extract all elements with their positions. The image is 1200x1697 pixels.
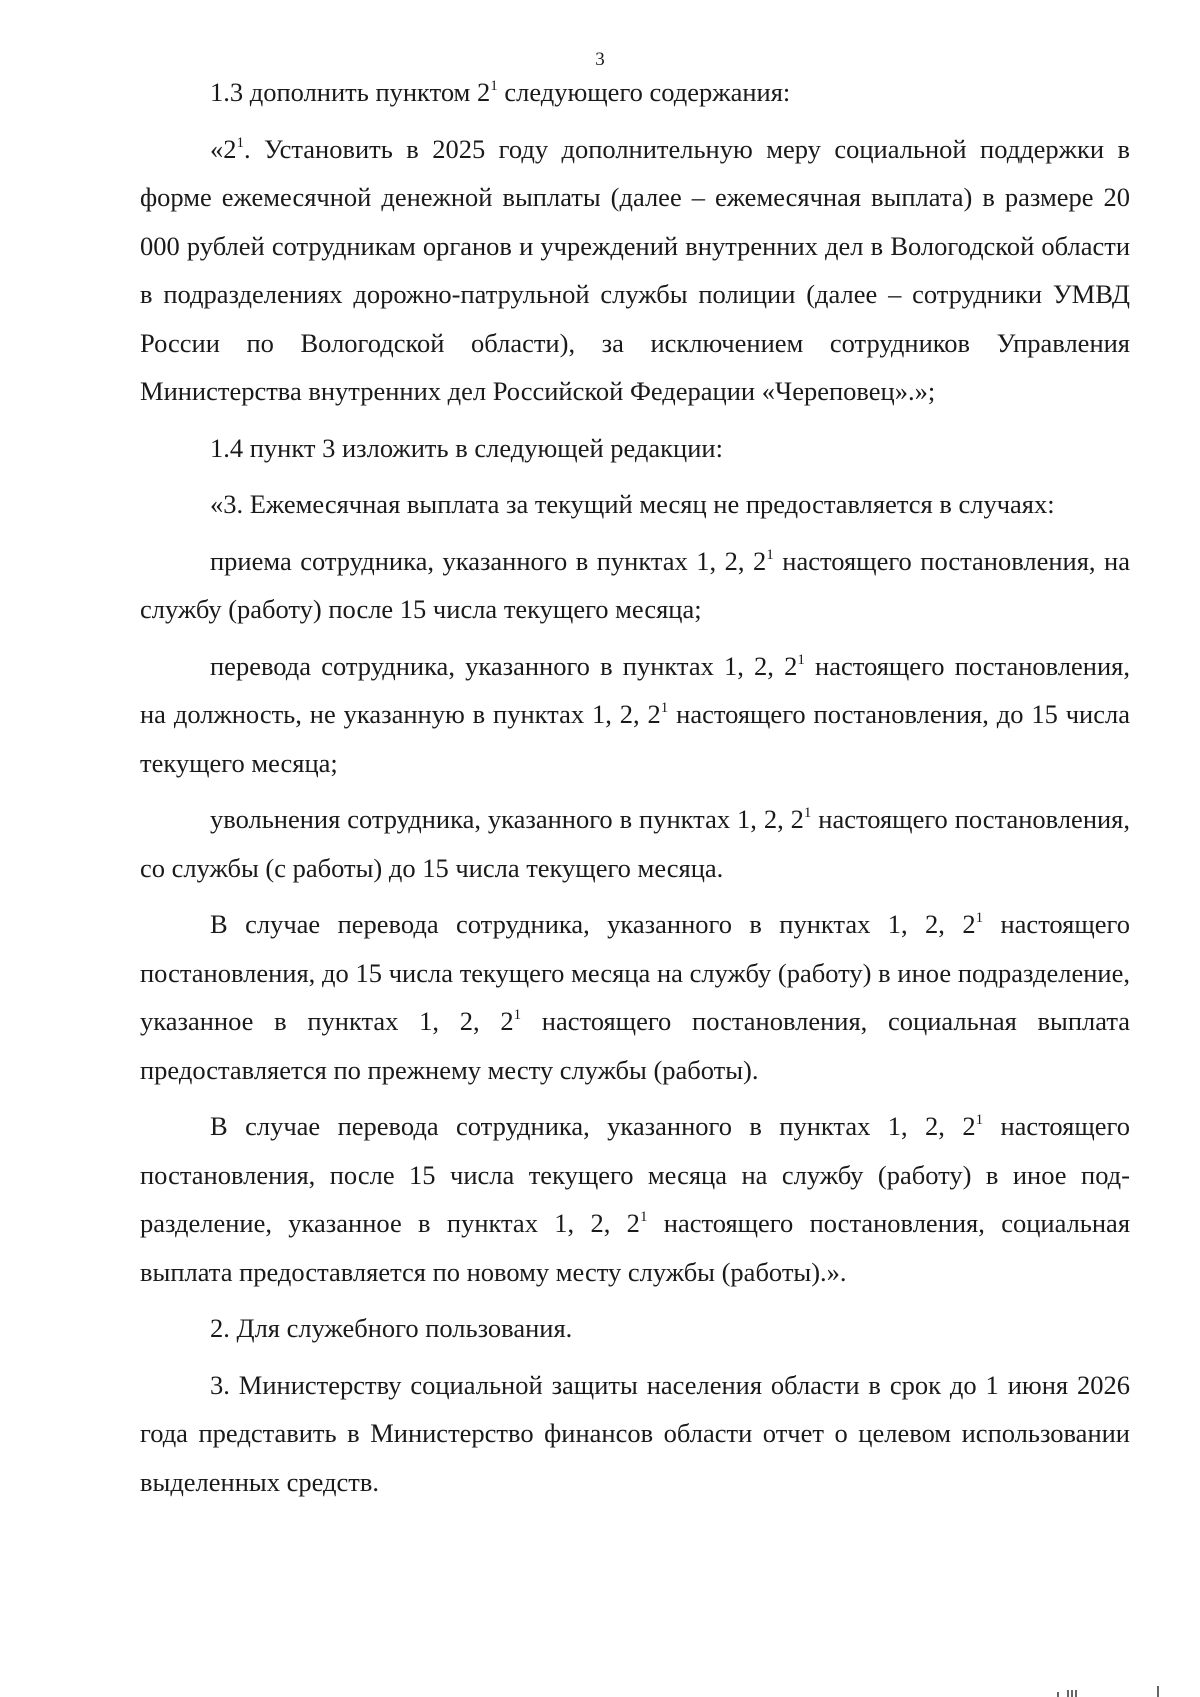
text-run: . Установить в 2025 году дополнительную меру социальной поддержки в форме ежемесячной денежной выплаты (далее – ежемесячная выплата) в размере 20 000 рублей сотрудникам органов и учреждений внутренних дел в Вологодской области в подразделениях дорожно-патрульной службы полиции (далее – сотрудники УМВД России по Вологодской области), за исключением сотрудников Управления Министерства внутренних дел Российской Федерации «Череповец».»; xyxy=(140,133,1130,406)
text-run: перевода сотрудника, указанного в пунктах 1, 2, 2 xyxy=(210,650,798,681)
text-run: увольнения сотрудника, указанного в пунктах 1, 2, 2 xyxy=(210,804,804,834)
superscript: 1 xyxy=(766,546,774,563)
text-run: настоящего постановления, со службы (с работы) до 15 числа текущего месяца. xyxy=(140,804,1130,883)
paragraph xyxy=(140,125,1130,416)
paragraph xyxy=(140,424,1130,473)
superscript: 1 xyxy=(803,805,812,821)
paragraph xyxy=(140,68,1130,117)
text-run: настоящего постановления, социальная выплата предоставляется по прежнему месту службы (работы). xyxy=(140,1006,1130,1085)
text-run: настоящего постановления, на должность, не указанную в пунктах 1, 2, 2 xyxy=(140,650,1130,729)
paragraph xyxy=(140,642,1130,788)
paragraph xyxy=(140,537,1130,634)
paragraph xyxy=(140,1361,1130,1507)
superscript: 1 xyxy=(490,78,498,94)
page-number: 3 xyxy=(595,49,605,70)
paragraph xyxy=(140,1304,1130,1353)
text-run: настоящего постановления, до 15 числа текущего месяца на службу (работу) в иное подразделение, указанное в пунктах 1, 2, 2 xyxy=(140,909,1130,1036)
paragraph xyxy=(140,795,1130,892)
superscript: 1 xyxy=(513,1007,522,1023)
text-run: В случае перевода сотрудника, указанного в пунктах 1, 2, 2 xyxy=(210,1111,976,1141)
text-run: настоящего постановления, до 15 числа текущего месяца; xyxy=(140,699,1130,778)
superscript: 1 xyxy=(975,1112,984,1128)
text-run: 1.4 пункт 3 изложить в следующей редакции: xyxy=(210,432,723,463)
text-run: настоящего постановления, после 15 числа текущего месяца на службу (работу) в иное подразделение, указанное в пунктах 1, 2, 2 xyxy=(140,1111,1130,1238)
superscript: 1 xyxy=(975,910,984,926)
superscript: 1 xyxy=(660,700,669,716)
text-run: В случае перевода сотрудника, указанного в пунктах 1, 2, 2 xyxy=(210,909,976,939)
document-body xyxy=(140,68,1130,1506)
text-run: приема сотрудника, указанного в пунктах 1, 2, 2 xyxy=(210,545,767,576)
scan-edge-marks xyxy=(1040,1672,1200,1697)
paragraph xyxy=(140,1102,1130,1296)
superscript: 1 xyxy=(797,651,805,668)
paragraph xyxy=(140,480,1130,529)
text-run: «3. Ежемесячная выплата за текущий месяц не предоставляется в случаях: xyxy=(210,489,1055,519)
text-run: 1.3 дополнить пунктом 2 xyxy=(210,77,491,107)
text-run: настоящего постановления, на службу (работу) после 15 числа текущего месяца; xyxy=(140,545,1130,624)
superscript: 1 xyxy=(639,1209,648,1225)
text-run: 2. Для служебного пользования. xyxy=(210,1313,573,1343)
paragraph xyxy=(140,900,1130,1094)
text-run: следующего содержания: xyxy=(497,77,791,107)
text-run: 3. Министерству социальной защиты населения области в срок до 1 июня 2026 года представить в Министерство финансов области отчет о целевом использовании выделенных средств. xyxy=(140,1369,1130,1497)
text-run: настоящего постановления, социальная выплата предоставляется по новому месту службы (работы).». xyxy=(140,1208,1131,1287)
superscript: 1 xyxy=(236,134,244,151)
text-run: «2 xyxy=(210,133,237,164)
